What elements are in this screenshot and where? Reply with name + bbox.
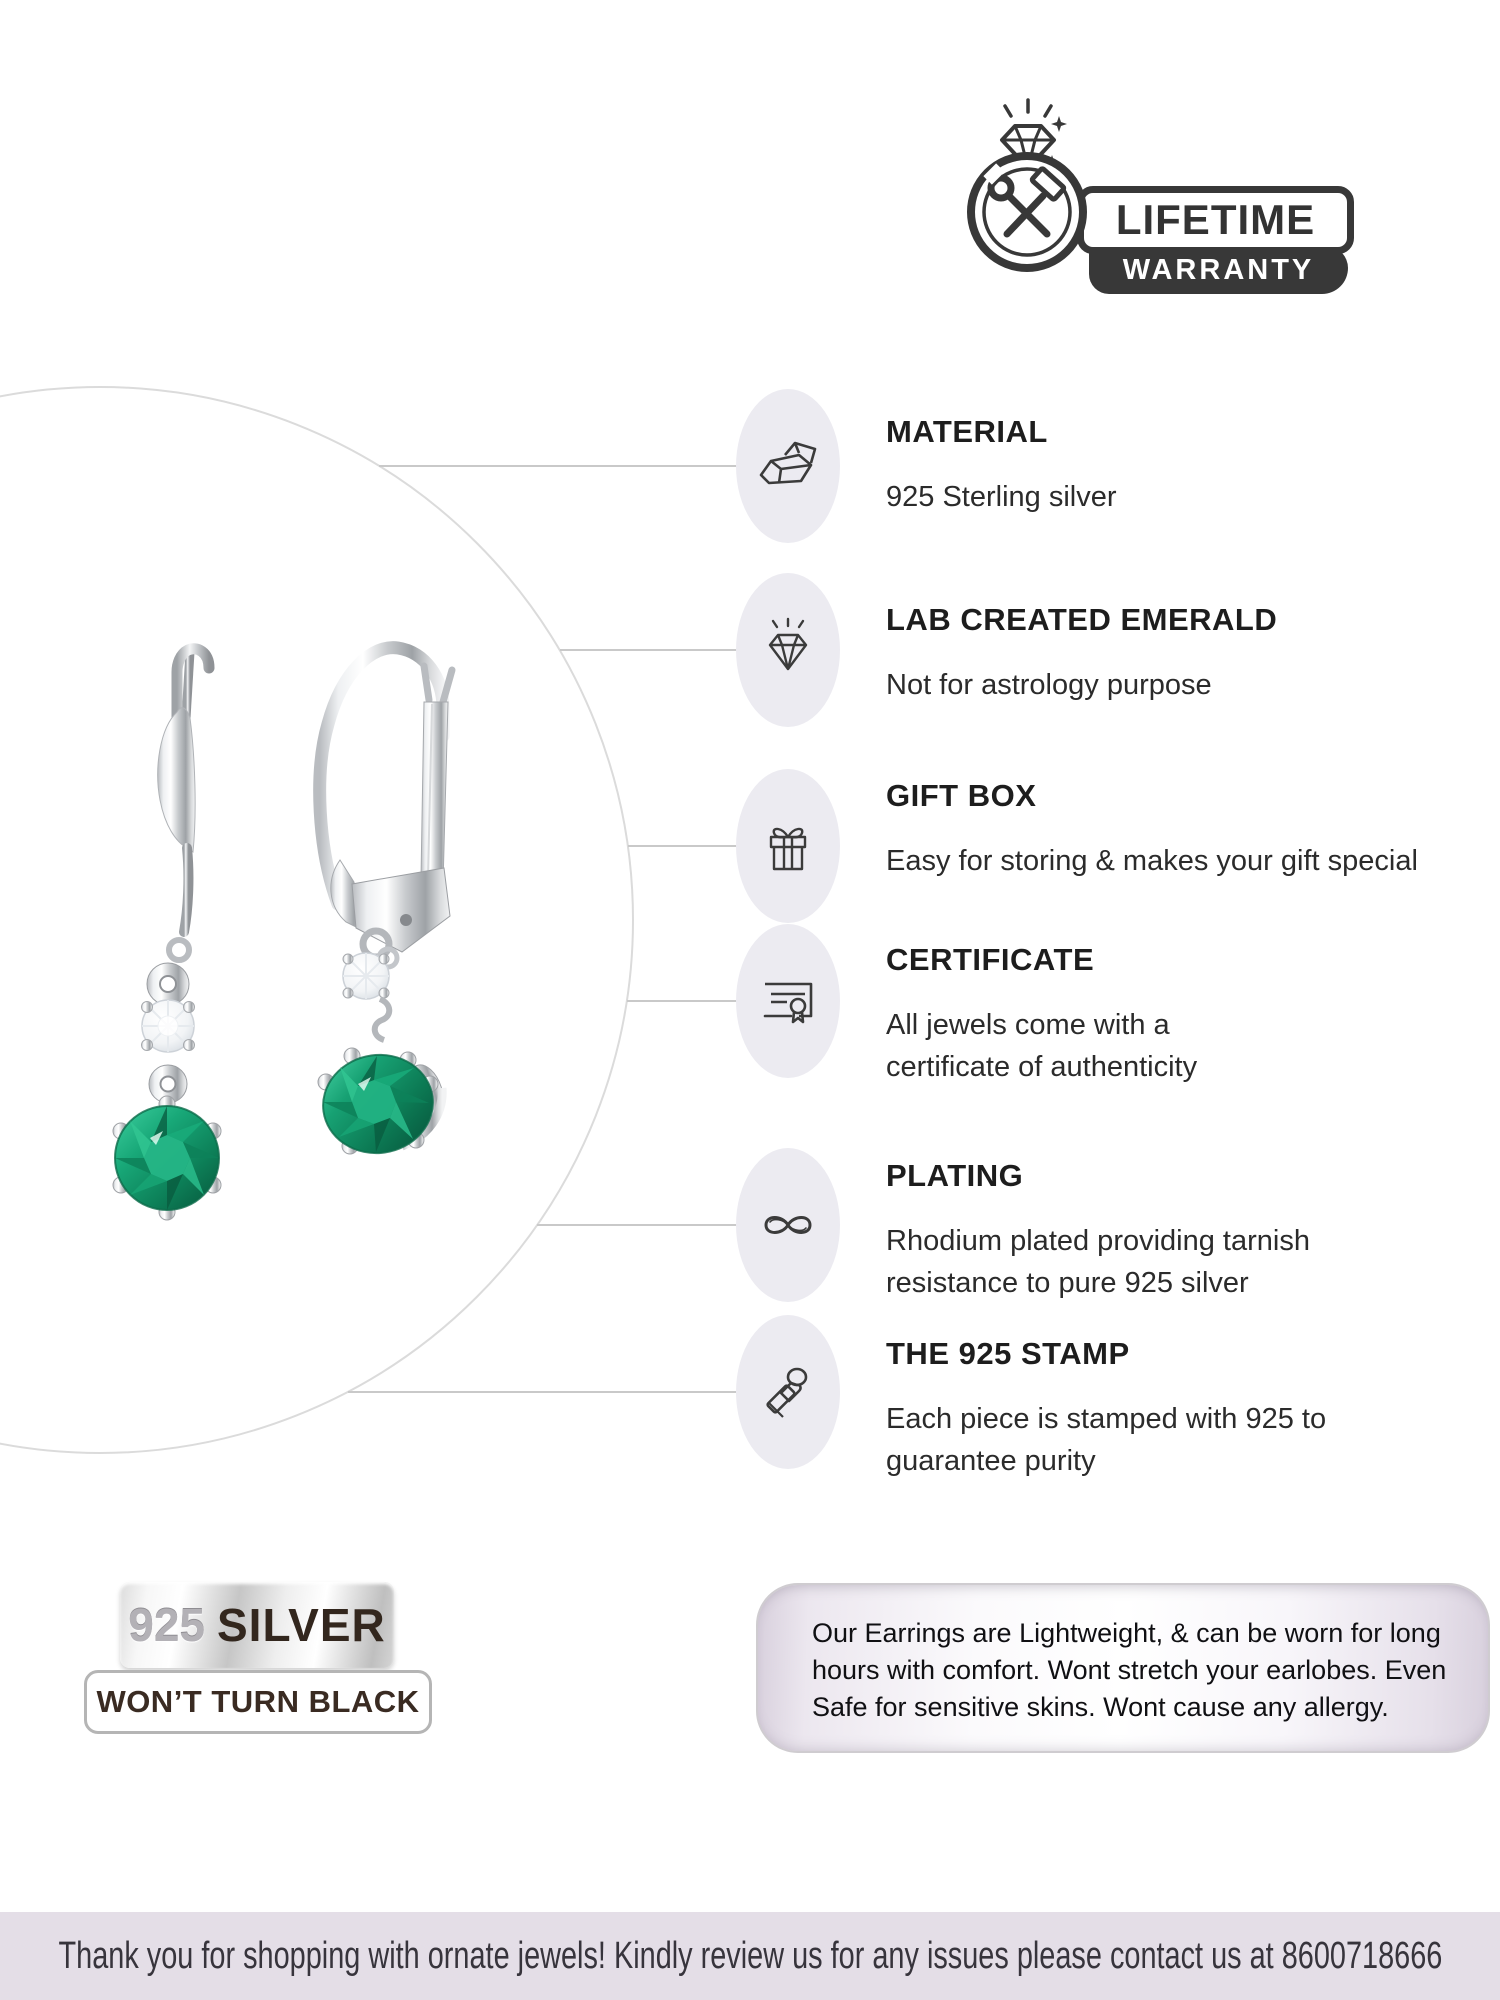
- feature-body: All jewels come with a certificate of authenticity: [886, 1009, 1198, 1083]
- feature-title: CERTIFICATE: [886, 942, 1095, 977]
- feature-body: Each piece is stamped with 925 to guarantee purity: [886, 1403, 1327, 1477]
- feature-row-plating: [886, 1156, 1310, 1304]
- product-highlight-circle: [0, 387, 633, 1453]
- stamp-icon: [755, 1359, 821, 1425]
- feature-body: 925 Sterling silver: [886, 481, 1117, 513]
- feature-row-giftbox: [886, 776, 1418, 882]
- feature-title: THE 925 STAMP: [886, 1336, 1130, 1371]
- ring-tools-icon: [955, 88, 1105, 303]
- feature-icon-circle-stamp: [736, 1315, 840, 1469]
- silver-925-plate: [120, 1582, 394, 1668]
- wont-turn-black-badge: [84, 1670, 432, 1734]
- feature-icon-circle-material: [736, 389, 840, 543]
- lifetime-label: LIFETIME: [1115, 196, 1316, 243]
- info-line: Safe for sensitive skins. Wont cause any allergy.: [812, 1692, 1389, 1722]
- warranty-label: WARRANTY: [1122, 253, 1315, 286]
- gift-box-icon: [755, 813, 821, 879]
- feature-body: Rhodium plated providing tarnish resistance to pure 925 silver: [886, 1225, 1310, 1299]
- feature-title: PLATING: [886, 1158, 1024, 1193]
- thank-you-footer-bar: [0, 1912, 1500, 2000]
- diamond-icon: [755, 617, 821, 683]
- footer-text: Thank you for shopping with ornate jewels! Kindly review us for any issues please contact us at 8600718666: [58, 1934, 1442, 1977]
- feature-row-certificate: [886, 940, 1197, 1088]
- feature-title: LAB CREATED EMERALD: [886, 602, 1278, 637]
- feature-icon-circle-certificate: [736, 924, 840, 1078]
- silver-word: SILVER: [217, 1599, 386, 1651]
- feature-icon-circle-giftbox: [736, 769, 840, 923]
- feature-row-stamp: [886, 1334, 1326, 1482]
- feature-icon-circle-plating: [736, 1148, 840, 1302]
- feature-body: Easy for storing & makes your gift special: [886, 845, 1418, 877]
- feature-title: GIFT BOX: [886, 778, 1037, 813]
- infinity-icon: [753, 1192, 823, 1258]
- feature-title: MATERIAL: [886, 414, 1048, 449]
- info-line: Our Earrings are Lightweight, & can be worn for long: [812, 1618, 1441, 1648]
- certificate-icon: [755, 968, 821, 1034]
- feature-icon-circle-emerald: [736, 573, 840, 727]
- lifetime-warranty-badge: [955, 88, 1385, 303]
- lifetime-box: [1077, 186, 1354, 254]
- feature-row-emerald: [886, 600, 1277, 706]
- lightweight-info-box: [756, 1583, 1490, 1753]
- feature-row-material: [886, 412, 1117, 518]
- silver-925-number: 925: [128, 1599, 205, 1651]
- info-line: hours with comfort. Wont stretch your earlobes. Even: [812, 1655, 1447, 1685]
- silver-bars-icon: [755, 433, 821, 499]
- wont-turn-black-label: WON’T TURN BLACK: [96, 1684, 420, 1719]
- feature-body: Not for astrology purpose: [886, 669, 1212, 701]
